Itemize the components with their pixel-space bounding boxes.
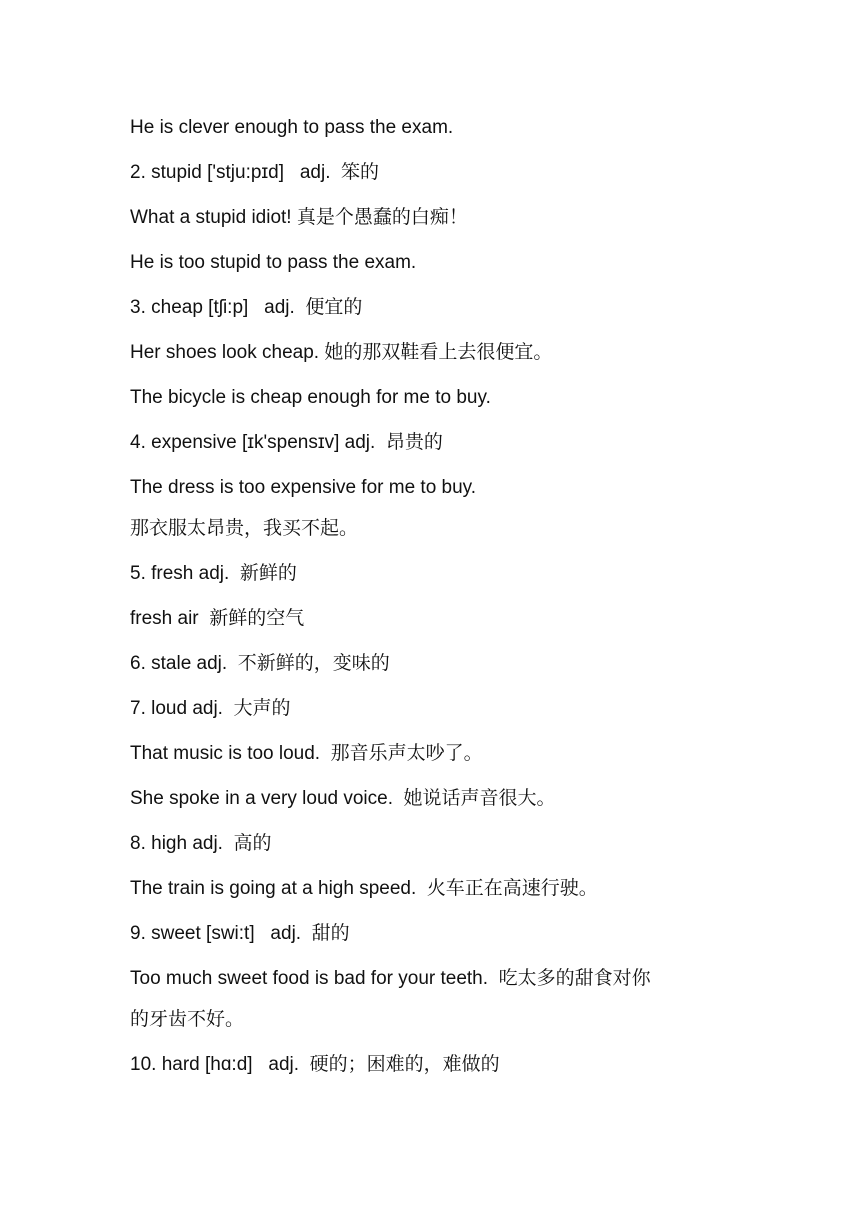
vocab-entry-stale: 6. stale adj. 不新鲜的，变味的 [130,653,390,674]
text-line: What a stupid idiot! 真是个愚蠢的白痴！ [130,207,468,228]
vocab-entry-expensive: 4. expensive [ɪk'spensɪv] adj. 昂贵的 [130,432,443,453]
text-line: Too much sweet food is bad for your teeth. 吃太多的甜食对你 [130,968,651,989]
vocab-entry-sweet: 9. sweet [swi:t] adj. 甜的 [130,923,350,944]
text-line: The bicycle is cheap enough for me to buy. [130,387,491,408]
vocab-entry-stupid: 2. stupid ['stju:pɪd] adj. 笨的 [130,162,380,183]
vocab-entry-loud: 7. loud adj. 大声的 [130,698,291,719]
vocab-entry-fresh: 5. fresh adj. 新鲜的 [130,563,297,584]
vocab-entry-hard: 10. hard [hɑ:d] adj. 硬的；困难的，难做的 [130,1054,500,1075]
text-line: He is clever enough to pass the exam. [130,117,454,138]
text-line: 那衣服太昂贵，我买不起。 [130,518,359,539]
text-line: The dress is too expensive for me to buy. [130,477,477,498]
text-line: She spoke in a very loud voice. 她说话声音很大。 [130,788,556,809]
text-line: The train is going at a high speed. 火车正在高速行驶。 [130,878,598,899]
text-line: fresh air 新鲜的空气 [130,608,305,629]
text-line: 的牙齿不好。 [130,1009,245,1030]
vocab-entry-high: 8. high adj. 高的 [130,833,272,854]
text-line: Her shoes look cheap. 她的那双鞋看上去很便宜。 [130,342,553,363]
vocab-entry-cheap: 3. cheap [tʃi:p] adj. 便宜的 [130,297,363,318]
text-line: That music is too loud. 那音乐声太吵了。 [130,743,483,764]
text-line: He is too stupid to pass the exam. [130,252,417,273]
document-body [130,113,730,1095]
